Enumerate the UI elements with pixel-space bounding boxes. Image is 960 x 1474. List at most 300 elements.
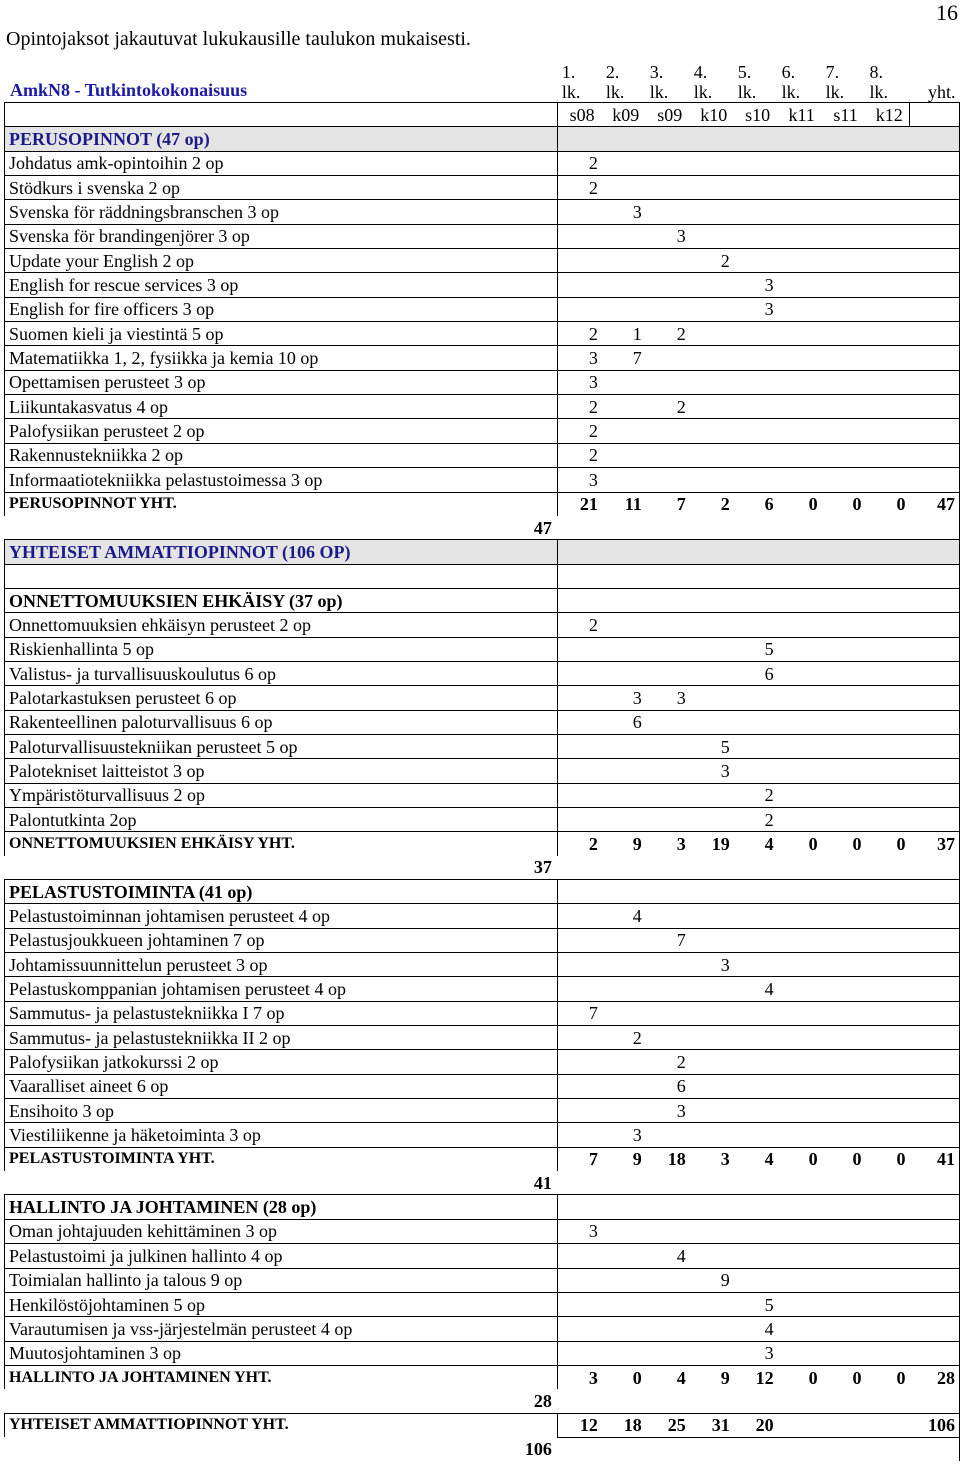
credit-cell xyxy=(690,1244,734,1268)
credit-cell xyxy=(646,273,690,297)
row-total xyxy=(910,273,960,297)
credit-cell xyxy=(778,468,822,492)
credit-cell xyxy=(866,1099,910,1123)
gap-cell xyxy=(558,1437,602,1461)
credit-cell xyxy=(866,1413,910,1437)
section-sum: 41 xyxy=(533,1172,552,1193)
credit-cell xyxy=(866,928,910,952)
row-total: 106 xyxy=(910,1413,960,1437)
row-label: Palofysiikan jatkokurssi 2 op xyxy=(5,1050,558,1074)
credit-cell xyxy=(778,151,822,175)
credit-cell xyxy=(778,176,822,200)
credit-cell xyxy=(646,1268,690,1292)
credit-cell xyxy=(866,1292,910,1316)
credit-cell: 3 xyxy=(602,686,646,710)
credit-cell: 2 xyxy=(646,1050,690,1074)
credit-cell xyxy=(690,443,734,467)
credit-cell: 4 xyxy=(734,977,778,1001)
gap-spacer xyxy=(5,516,558,540)
table-row xyxy=(5,856,960,880)
credit-cell xyxy=(558,953,602,977)
credit-cell: 3 xyxy=(690,759,734,783)
credit-cell xyxy=(778,249,822,273)
table-row xyxy=(5,807,960,831)
row-label: Palotarkastuksen perusteet 6 op xyxy=(5,686,558,710)
table-row xyxy=(5,880,960,904)
credit-cell xyxy=(866,200,910,224)
credit-cell xyxy=(646,783,690,807)
intro-text: Opintojaksot jakautuvat lukukausille taulukon mukaisesti. xyxy=(6,28,471,50)
credit-cell xyxy=(778,297,822,321)
credit-cell xyxy=(602,443,646,467)
credit-cell xyxy=(734,1050,778,1074)
credit-cell xyxy=(690,346,734,370)
credit-cell xyxy=(690,200,734,224)
semester-spacer xyxy=(5,103,558,127)
credit-cell xyxy=(690,880,734,904)
credit-cell xyxy=(690,273,734,297)
credit-cell xyxy=(646,807,690,831)
term-header: 6. lk. xyxy=(781,62,801,102)
gap-cell xyxy=(822,516,866,540)
credit-cell: 7 xyxy=(558,1147,602,1171)
credit-cell: 6 xyxy=(602,710,646,734)
credit-cell: 7 xyxy=(602,346,646,370)
credit-cell xyxy=(822,1074,866,1098)
table-row xyxy=(5,564,960,588)
table-row xyxy=(5,1341,960,1365)
credit-cell: 3 xyxy=(558,468,602,492)
credit-cell xyxy=(866,880,910,904)
row-total xyxy=(910,151,960,175)
gap-cell xyxy=(690,1389,734,1413)
semester-code: s09 xyxy=(646,103,690,127)
row-label: PERUSOPINNOT (47 op) xyxy=(5,127,558,151)
credit-cell xyxy=(602,127,646,151)
credit-cell xyxy=(822,880,866,904)
row-label: Muutosjohtaminen 3 op xyxy=(5,1341,558,1365)
row-label: HALLINTO JA JOHTAMINEN YHT. xyxy=(5,1365,558,1389)
gap-cell xyxy=(910,1437,960,1461)
table-row xyxy=(5,1147,960,1171)
credit-cell: 0 xyxy=(866,832,910,856)
credit-cell xyxy=(690,176,734,200)
credit-cell xyxy=(778,224,822,248)
gap-cell xyxy=(822,1389,866,1413)
section-sum: 47 xyxy=(533,517,552,538)
credit-cell xyxy=(778,370,822,394)
row-label: Palofysiikan perusteet 2 op xyxy=(5,419,558,443)
credit-cell xyxy=(822,273,866,297)
credit-cell xyxy=(646,661,690,685)
credit-cell: 2 xyxy=(558,151,602,175)
credit-cell: 2 xyxy=(602,1026,646,1050)
row-label: Onnettomuuksien ehkäisyn perusteet 2 op xyxy=(5,613,558,637)
table-row xyxy=(5,1268,960,1292)
credit-cell xyxy=(822,419,866,443)
table-row xyxy=(5,710,960,734)
row-total xyxy=(910,1123,960,1147)
row-total xyxy=(910,1050,960,1074)
credit-cell xyxy=(646,734,690,758)
credit-cell xyxy=(558,1123,602,1147)
table-row xyxy=(5,1050,960,1074)
table-row xyxy=(5,1219,960,1243)
credit-cell xyxy=(558,249,602,273)
table-row xyxy=(5,1026,960,1050)
row-label: Pelastustoimi ja julkinen hallinto 4 op xyxy=(5,1244,558,1268)
credit-cell xyxy=(558,1341,602,1365)
credit-cell: 7 xyxy=(558,1001,602,1025)
credit-cell xyxy=(778,395,822,419)
table-row xyxy=(5,419,960,443)
credit-cell xyxy=(690,151,734,175)
credit-cell xyxy=(822,783,866,807)
gap-cell xyxy=(910,1389,960,1413)
row-total xyxy=(910,468,960,492)
credit-cell xyxy=(778,710,822,734)
credit-cell xyxy=(646,297,690,321)
credit-cell: 3 xyxy=(690,953,734,977)
gap-cell xyxy=(558,1171,602,1195)
credit-cell xyxy=(734,176,778,200)
credit-cell xyxy=(734,734,778,758)
credit-cell xyxy=(690,783,734,807)
gap-cell xyxy=(778,516,822,540)
credit-cell xyxy=(734,880,778,904)
credit-cell xyxy=(822,953,866,977)
credit-cell xyxy=(690,904,734,928)
credit-cell xyxy=(866,468,910,492)
credit-cell: 6 xyxy=(646,1074,690,1098)
row-total xyxy=(910,637,960,661)
credit-cell xyxy=(646,249,690,273)
gap-cell xyxy=(866,1437,910,1461)
credit-cell xyxy=(558,661,602,685)
gap-cell xyxy=(690,856,734,880)
credit-cell xyxy=(734,1026,778,1050)
credit-cell xyxy=(778,1268,822,1292)
credit-cell xyxy=(778,273,822,297)
credit-cell xyxy=(822,686,866,710)
credit-cell xyxy=(866,1219,910,1243)
semester-code: s08 xyxy=(558,103,602,127)
row-label: Varautumisen ja vss-järjestelmän perusteet 4 op xyxy=(5,1317,558,1341)
row-total xyxy=(910,1244,960,1268)
credit-cell xyxy=(602,370,646,394)
table-row xyxy=(5,224,960,248)
table-row xyxy=(5,200,960,224)
credit-cell xyxy=(778,419,822,443)
credit-cell xyxy=(734,443,778,467)
credit-cell: 9 xyxy=(602,1147,646,1171)
credit-cell xyxy=(558,1268,602,1292)
credit-cell xyxy=(866,686,910,710)
credit-cell xyxy=(822,613,866,637)
row-total xyxy=(910,880,960,904)
table-row xyxy=(5,1001,960,1025)
credit-cell: 3 xyxy=(734,273,778,297)
section-sum: 28 xyxy=(533,1390,552,1411)
credit-cell xyxy=(558,200,602,224)
credit-cell xyxy=(602,297,646,321)
credit-cell: 3 xyxy=(558,346,602,370)
credit-cell: 2 xyxy=(558,176,602,200)
credit-cell xyxy=(602,953,646,977)
credit-cell xyxy=(602,613,646,637)
credit-cell: 2 xyxy=(558,419,602,443)
credit-cell xyxy=(646,200,690,224)
credit-cell: 18 xyxy=(602,1413,646,1437)
row-total xyxy=(910,1341,960,1365)
row-label: Ympäristöturvallisuus 2 op xyxy=(5,783,558,807)
gap-cell xyxy=(558,1389,602,1413)
credit-cell xyxy=(734,419,778,443)
credit-cell xyxy=(646,904,690,928)
credit-cell xyxy=(822,1244,866,1268)
gap-cell xyxy=(602,1389,646,1413)
credit-cell: 0 xyxy=(778,1365,822,1389)
credit-cell xyxy=(866,540,910,564)
credit-cell xyxy=(690,127,734,151)
credit-cell xyxy=(866,395,910,419)
row-total xyxy=(910,1099,960,1123)
credit-cell xyxy=(734,613,778,637)
credit-cell xyxy=(690,1195,734,1219)
row-label: Ensihoito 3 op xyxy=(5,1099,558,1123)
credit-cell: 2 xyxy=(558,832,602,856)
credit-cell: 3 xyxy=(734,1341,778,1365)
row-total xyxy=(910,224,960,248)
credit-cell xyxy=(646,346,690,370)
row-label: Palotekniset laitteistot 3 op xyxy=(5,759,558,783)
credit-cell xyxy=(646,564,690,588)
table-row xyxy=(5,977,960,1001)
credit-cell xyxy=(690,1001,734,1025)
credit-cell xyxy=(778,807,822,831)
credit-cell: 3 xyxy=(646,832,690,856)
table-row xyxy=(5,1437,960,1461)
credit-cell xyxy=(646,637,690,661)
gap-cell xyxy=(910,516,960,540)
credit-cell xyxy=(558,564,602,588)
credit-cell xyxy=(822,322,866,346)
credit-cell: 21 xyxy=(558,492,602,516)
row-label: Sammutus- ja pelastustekniikka II 2 op xyxy=(5,1026,558,1050)
credit-cell xyxy=(734,928,778,952)
credit-cell xyxy=(602,564,646,588)
credit-cell xyxy=(558,686,602,710)
semester-code: k09 xyxy=(602,103,646,127)
credit-cell xyxy=(558,710,602,734)
row-total xyxy=(910,588,960,612)
row-total xyxy=(910,1001,960,1025)
credit-cell: 12 xyxy=(558,1413,602,1437)
row-total xyxy=(910,1317,960,1341)
credit-cell xyxy=(646,176,690,200)
row-total xyxy=(910,977,960,1001)
table-row xyxy=(5,1099,960,1123)
credit-cell xyxy=(602,176,646,200)
credit-cell: 3 xyxy=(690,1147,734,1171)
gap-cell xyxy=(602,856,646,880)
semester-row xyxy=(5,103,960,127)
credit-cell xyxy=(690,1050,734,1074)
credit-cell xyxy=(602,273,646,297)
credit-cell xyxy=(690,1074,734,1098)
table-row xyxy=(5,1244,960,1268)
credit-cell xyxy=(822,443,866,467)
credit-cell xyxy=(558,1317,602,1341)
credit-cell: 2 xyxy=(734,807,778,831)
credit-cell xyxy=(778,1099,822,1123)
course-schedule-table xyxy=(4,56,960,1461)
credit-cell xyxy=(646,1123,690,1147)
credit-cell xyxy=(822,297,866,321)
gap-cell xyxy=(734,856,778,880)
row-total xyxy=(910,297,960,321)
credit-cell xyxy=(778,1244,822,1268)
credit-cell xyxy=(602,637,646,661)
table-row xyxy=(5,176,960,200)
credit-cell xyxy=(822,904,866,928)
credit-cell xyxy=(602,1317,646,1341)
table-row xyxy=(5,297,960,321)
table-row xyxy=(5,953,960,977)
credit-cell xyxy=(646,953,690,977)
credit-cell xyxy=(646,1026,690,1050)
credit-cell xyxy=(734,395,778,419)
credit-cell xyxy=(822,176,866,200)
row-label: Paloturvallisuustekniikan perusteet 5 op xyxy=(5,734,558,758)
credit-cell xyxy=(822,734,866,758)
gap-cell xyxy=(734,1389,778,1413)
credit-cell xyxy=(690,370,734,394)
credit-cell xyxy=(866,249,910,273)
credit-cell: 2 xyxy=(558,395,602,419)
credit-cell xyxy=(734,953,778,977)
credit-cell xyxy=(866,588,910,612)
credit-cell xyxy=(734,468,778,492)
gap-cell xyxy=(866,516,910,540)
credit-cell xyxy=(866,710,910,734)
credit-cell xyxy=(822,224,866,248)
credit-cell xyxy=(822,1099,866,1123)
credit-cell: 0 xyxy=(866,1147,910,1171)
credit-cell xyxy=(822,1001,866,1025)
table-row xyxy=(5,468,960,492)
credit-cell xyxy=(866,322,910,346)
credit-cell xyxy=(602,249,646,273)
credit-cell xyxy=(822,710,866,734)
row-label: PERUSOPINNOT YHT. xyxy=(5,492,558,516)
credit-cell xyxy=(734,540,778,564)
row-total xyxy=(910,928,960,952)
gap-cell xyxy=(822,856,866,880)
gap-cell xyxy=(690,1437,734,1461)
total-header: yht. xyxy=(927,82,956,102)
row-label: Palontutkinta 2op xyxy=(5,807,558,831)
row-label: YHTEISET AMMATTIOPINNOT (106 OP) xyxy=(5,540,558,564)
row-total xyxy=(910,783,960,807)
credit-cell xyxy=(778,127,822,151)
credit-cell xyxy=(602,1268,646,1292)
gap-cell xyxy=(910,1171,960,1195)
term-header: 7. lk. xyxy=(825,62,845,102)
row-label: Matematiikka 1, 2, fysiikka ja kemia 10 op xyxy=(5,346,558,370)
credit-cell xyxy=(602,783,646,807)
table-row xyxy=(5,904,960,928)
credit-cell: 3 xyxy=(602,1123,646,1147)
credit-cell xyxy=(734,1074,778,1098)
credit-cell xyxy=(734,322,778,346)
row-label: Vaaralliset aineet 6 op xyxy=(5,1074,558,1098)
credit-cell xyxy=(690,564,734,588)
credit-cell: 0 xyxy=(778,492,822,516)
gap-cell xyxy=(558,516,602,540)
credit-cell: 0 xyxy=(822,1365,866,1389)
credit-cell: 2 xyxy=(558,613,602,637)
credit-cell: 0 xyxy=(778,832,822,856)
credit-cell xyxy=(778,661,822,685)
credit-cell: 0 xyxy=(822,492,866,516)
credit-cell: 5 xyxy=(734,637,778,661)
credit-cell xyxy=(646,588,690,612)
credit-cell xyxy=(602,1050,646,1074)
credit-cell xyxy=(602,759,646,783)
gap-spacer xyxy=(5,856,558,880)
credit-cell: 9 xyxy=(690,1365,734,1389)
credit-cell xyxy=(734,1195,778,1219)
row-label: Svenska för räddningsbranschen 3 op xyxy=(5,200,558,224)
credit-cell xyxy=(690,613,734,637)
credit-cell xyxy=(778,734,822,758)
row-total xyxy=(910,176,960,200)
gap-cell xyxy=(866,1389,910,1413)
credit-cell: 3 xyxy=(646,1099,690,1123)
credit-cell xyxy=(602,928,646,952)
row-label: Svenska för brandingenjörer 3 op xyxy=(5,224,558,248)
credit-cell xyxy=(602,419,646,443)
credit-cell xyxy=(778,1050,822,1074)
credit-cell xyxy=(690,807,734,831)
credit-cell xyxy=(602,1341,646,1365)
credit-cell xyxy=(602,151,646,175)
credit-cell: 11 xyxy=(602,492,646,516)
gap-cell xyxy=(822,1437,866,1461)
credit-cell xyxy=(690,297,734,321)
credit-cell xyxy=(558,297,602,321)
row-total xyxy=(910,904,960,928)
credit-cell xyxy=(734,200,778,224)
credit-cell xyxy=(558,224,602,248)
credit-cell xyxy=(690,588,734,612)
credit-cell xyxy=(866,734,910,758)
credit-cell xyxy=(558,637,602,661)
credit-cell: 2 xyxy=(646,395,690,419)
credit-cell xyxy=(778,1123,822,1147)
credit-cell xyxy=(778,783,822,807)
credit-cell xyxy=(866,613,910,637)
credit-cell: 12 xyxy=(734,1365,778,1389)
credit-cell: 3 xyxy=(558,1365,602,1389)
credit-cell xyxy=(778,880,822,904)
credit-cell xyxy=(734,249,778,273)
credit-cell xyxy=(690,928,734,952)
term-header: 1. lk. xyxy=(561,62,581,102)
row-total: 37 xyxy=(910,832,960,856)
row-total xyxy=(910,661,960,685)
